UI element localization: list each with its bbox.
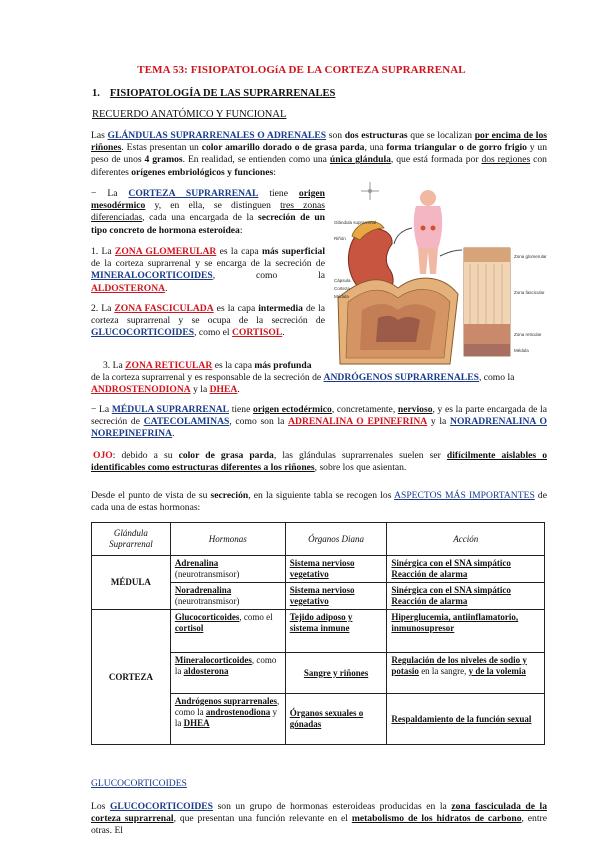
action-cell: Hiperglucemia, antiinflamatorio, inmunosupresor <box>387 610 545 653</box>
compass-icon <box>361 182 379 200</box>
header-gland: Glándula Suprarrenal <box>92 523 171 556</box>
svg-text:Cápsula: Cápsula <box>334 278 351 283</box>
table-row <box>92 610 545 653</box>
hormone-cell: Mineralocorticoides, como la aldosterona <box>170 653 285 694</box>
zone-glomerular-paragraph: 1. La ZONA GLOMERULAR es la capa más superficial de la corteza suprarrenal y se encarga de la secreción de MINERALOCORTICOIDES, como la ALDOSTERONA. <box>91 246 325 294</box>
hormone-cell: Noradrenalina (neurotransmisor) <box>170 583 285 610</box>
section-number: 1. <box>92 88 100 99</box>
table-header-row <box>92 523 545 556</box>
action-cell: Sinérgica con el SNA simpático Reacción de alarma <box>387 556 545 583</box>
svg-text:Riñón: Riñón <box>334 236 346 241</box>
zone-reticular-paragraph: 3. La ZONA RETICULAR es la capa más profunda de la corteza suprarrenal y es responsable de la secreción de ANDRÓGENOS SUPRARRENALES, como la ANDROSTENODIONA y la DHEA. <box>91 360 515 396</box>
organ-cell: Sangre y riñones <box>285 653 387 694</box>
svg-text:Corteza: Corteza <box>334 286 350 291</box>
subsection-heading: RECUERDO ANATÓMICO Y FUNCIONAL <box>92 109 287 120</box>
medulla-paragraph: − La MÉDULA SUPRARRENAL tiene origen ectodérmico, concretamente, nervioso, y es la parte encargada de la secreción de CATECOLAMINAS, como son la ADRENALINA O EPINEFRINA y la NORADRENALINA O NOREPINEFRINA. <box>91 404 547 440</box>
organ-cell: Sistema nervioso vegetativo <box>285 556 387 583</box>
svg-text:Glándula suprarrenal: Glándula suprarrenal <box>334 220 377 225</box>
action-cell: Regulación de los niveles de sodio y potasio en la sangre, y de la volemia <box>387 653 545 694</box>
glucocorticoids-heading: GLUCOCORTICOIDES <box>91 778 187 789</box>
header-target-organs: Órganos Diana <box>285 523 387 556</box>
hormone-cell: Andrógenos suprarrenales, como la androstenodiona y la DHEA <box>170 694 285 745</box>
zone-fasciculada-paragraph: 2. La ZONA FASCICULADA es la capa intermedia de la corteza suprarrenal y se ocupa de la secreción de GLUCOCORTICOIDES, como el CORTISOL. <box>91 303 325 339</box>
intro-paragraph: Las GLÁNDULAS SUPRARRENALES O ADRENALES son dos estructuras que se localizan por encima de los riñones. Estas presentan un color amarillo dorado o de grasa parda, una forma triangular o de gorro frigio y un peso de unos 4 gramos. En realidad, se entienden como una única glándula, que está formada por dos regiones con diferentes orígenes embriológicos y funciones: <box>91 130 548 178</box>
medulla-cell: MÉDULA <box>92 556 171 610</box>
ojo-note: OJO: debido a su color de grasa parda, las glándulas suprarrenales suelen ser difícilmente aislables o identificables como estructuras diferentes a los riñones, sobre los que asientan. <box>91 450 547 474</box>
body-silhouette-icon <box>414 190 442 274</box>
adrenal-gland-figure <box>332 178 548 370</box>
cortex-paragraph: − La CORTEZA SUPRARRENAL tiene origen mesodérmico y, en ella, se distinguen tres zonas diferenciadas, cada una encargada de la secreción de un tipo concreto de hormona esteroidea: <box>91 188 326 236</box>
glucocorticoids-paragraph: Los GLUCOCORTICOIDES son un grupo de hormonas esteroideas producidas en la zona fasciculada de la corteza suprarrenal, que presentan una función relevante en el metabolismo de los hidratos de carbono, entre otras. El <box>91 801 548 837</box>
svg-text:Zona fascicular: Zona fascicular <box>514 290 545 295</box>
cross-section-icon <box>338 278 458 364</box>
tissue-column-icon <box>464 248 510 356</box>
section-title: FISIOPATOLOGÍA DE LAS SUPRARRENALES <box>109 88 336 99</box>
table-row <box>92 556 545 583</box>
hormone-cell: Glucocorticoides, como el cortisol <box>170 610 285 653</box>
svg-text:Médula: Médula <box>334 294 349 299</box>
cortex-cell: CORTEZA <box>92 610 171 745</box>
action-cell: Respaldamiento de la función sexual <box>387 694 545 745</box>
svg-text:Médula: Médula <box>514 348 529 353</box>
header-hormones: Hormonas <box>170 523 285 556</box>
section-heading <box>92 88 335 99</box>
action-cell: Sinérgica con el SNA simpático Reacción de alarma <box>387 583 545 610</box>
hormones-table <box>91 522 545 745</box>
svg-text:Zona glomerular: Zona glomerular <box>514 254 547 259</box>
page-title: TEMA 53: FISIOPATOLOGíA DE LA CORTEZA SUPRARRENAL <box>137 64 466 76</box>
organ-cell: Tejido adiposo y sistema inmune <box>285 610 387 653</box>
organ-cell: Órganos sexuales o gónadas <box>285 694 387 745</box>
svg-text:Zona reticular: Zona reticular <box>514 332 542 337</box>
hormone-cell: Adrenalina (neurotransmisor) <box>170 556 285 583</box>
organ-cell: Sistema nervioso vegetativo <box>285 583 387 610</box>
table-intro: Desde el punto de vista de su secreción, en la siguiente tabla se recogen los ASPECTOS MÁS IMPORTANTES de cada una de estas hormonas: <box>91 490 547 514</box>
header-action: Acción <box>387 523 545 556</box>
